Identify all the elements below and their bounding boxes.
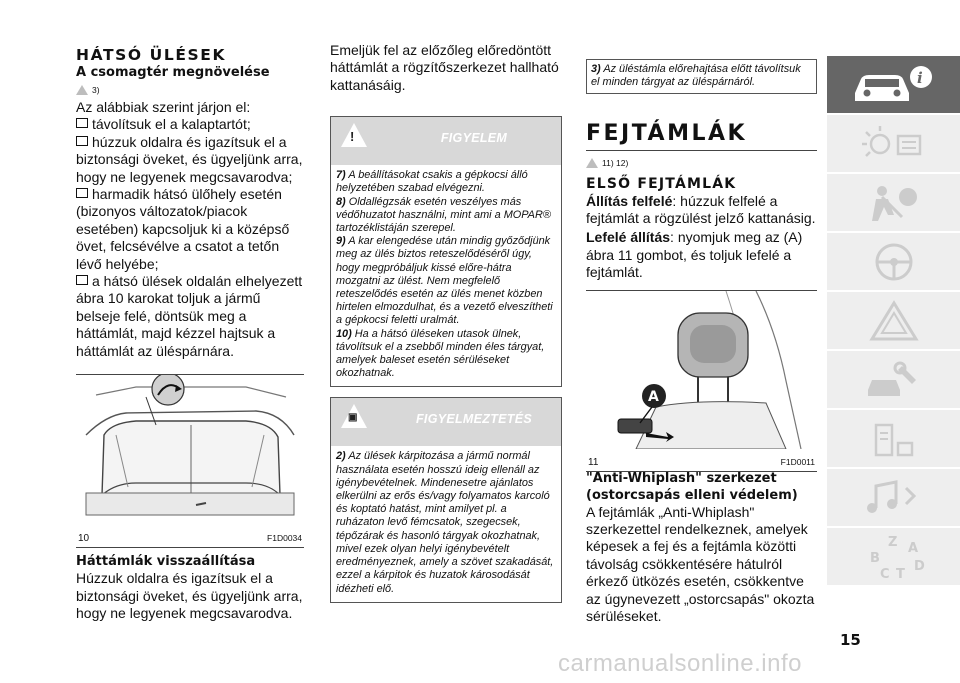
index-letters-icon bbox=[854, 532, 934, 582]
reference-marker: 11) 12) bbox=[586, 157, 817, 170]
subsection-title-anti-whiplash: "Anti-Whiplash" szerkezet (ostorcsapás elleni védelem) bbox=[586, 470, 798, 503]
warning-triangle-icon bbox=[854, 299, 934, 343]
svg-text:T: T bbox=[895, 566, 905, 582]
figure-caption bbox=[76, 530, 304, 548]
steering-wheel-icon bbox=[854, 240, 934, 284]
svg-text:B: B bbox=[869, 550, 880, 566]
restore-text: Húzzuk oldalra és igazítsuk el a biztonsági öveket, és ügyeljünk arra, hogy ne legyenek megcsavarodva. bbox=[76, 570, 303, 621]
figure-10 bbox=[76, 374, 304, 545]
tab-maintenance[interactable] bbox=[827, 351, 960, 410]
note-box: 3) Az üléstámla előrehajtása előtt távolítsuk el minden tárgyat az üléspárnáról. bbox=[586, 59, 817, 94]
intro-text: Az alábbiak szerint járjon el: bbox=[76, 99, 251, 115]
chapter-sidebar bbox=[827, 56, 960, 587]
warning-small-icon bbox=[76, 85, 88, 95]
svg-text:Z: Z bbox=[887, 534, 897, 550]
bullet-item: húzzuk oldalra és igazítsuk el a biztonsági öveket, és ügyeljünk arra, hogy ne legyenek megcsavarodva; bbox=[76, 133, 303, 185]
section-title-rear-seats: HÁTSÓ ÜLÉSEK bbox=[76, 46, 227, 64]
warning-item: 9) A kar elengedése után mindig győződjünk meg az ülés biztos reteszelődéséről úgy, hogy megpróbáljuk kissé előre-hátra mozgatni az ülést. Nem megfelelő reteszelődés esetén az ülés menet közben hirtelen elmozdulhat, és a vezető elveszítheti a gépkocsi feletti uralmát. bbox=[336, 235, 553, 327]
page-number: 15 bbox=[840, 631, 861, 649]
figure-number: 11 bbox=[588, 456, 599, 468]
tab-emergency[interactable] bbox=[827, 292, 960, 351]
figure-code: F1D0034 bbox=[267, 533, 302, 544]
warning-small-icon bbox=[586, 158, 598, 168]
warning-item: 10) Ha a hátsó üléseken utasok ülnek, távolítsuk el a zsebből minden éles tárgyat, amelyek baleset esetén sérüléseket okozhatnak. bbox=[336, 327, 545, 380]
tab-driving[interactable] bbox=[827, 233, 960, 292]
car-info-icon bbox=[849, 63, 939, 107]
subsection-title-front-headrests: ELSŐ FEJTÁMLÁK bbox=[586, 175, 737, 192]
caution-title: FIGYELMEZTETÉS bbox=[415, 412, 532, 427]
warning-title: FIGYELEM bbox=[440, 131, 508, 146]
tab-vehicle-info[interactable] bbox=[827, 56, 960, 115]
figure-11 bbox=[586, 290, 817, 468]
adjust-up-text: Állítás felfelé: húzzuk felfelé a fejtámlát a rögzülést jelző kattanásig. bbox=[586, 192, 816, 226]
figure-code: F1D0011 bbox=[780, 456, 815, 467]
svg-text:A: A bbox=[648, 388, 659, 405]
warning-box-header: ! FIGYELEM bbox=[331, 117, 561, 165]
rear-seat-illustration bbox=[76, 375, 304, 525]
tab-dashboard[interactable] bbox=[827, 115, 960, 174]
figure-caption bbox=[586, 454, 817, 472]
column-1 bbox=[76, 46, 304, 622]
svg-text:i: i bbox=[916, 68, 923, 87]
svg-text:D: D bbox=[913, 558, 925, 574]
warning-body bbox=[331, 165, 561, 386]
tab-technical-data[interactable] bbox=[827, 410, 960, 469]
svg-text:A: A bbox=[907, 540, 918, 556]
tab-safety[interactable] bbox=[827, 174, 960, 233]
adjust-down-text: Lefelé állítás: nyomjuk meg az (A) ábra 11 gombot, és toljuk lefelé a fejtámlát. bbox=[586, 229, 803, 281]
column-3 bbox=[586, 59, 817, 625]
section-title-headrests: FEJTÁMLÁK bbox=[586, 121, 817, 151]
warning-box bbox=[330, 116, 562, 387]
svg-text:C: C bbox=[879, 566, 890, 582]
warning-item: 7) A beállításokat csakis a gépkocsi álló helyzetében szabad elvégezni. bbox=[336, 169, 528, 195]
tab-index[interactable] bbox=[827, 528, 960, 587]
site-watermark: carmanualsonline.info bbox=[558, 650, 802, 677]
warning-item: 8) Oldallégzsák esetén veszélyes más védőhuzatot használni, mint ami a MOPAR® tartozéklistáján szerepel. bbox=[336, 195, 551, 235]
caution-box bbox=[330, 397, 562, 602]
dashboard-lights-icon bbox=[854, 122, 934, 166]
subsection-title-restore: Háttámlák visszaállítása bbox=[76, 554, 256, 570]
tab-multimedia[interactable] bbox=[827, 469, 960, 528]
figure-number: 10 bbox=[78, 533, 90, 545]
subsection-title-luggage: A csomagtér megnövelése bbox=[76, 65, 270, 80]
bullet-item: a hátsó ülések oldalán elhelyezett ábra 10 karokat toljuk a jármű belseje felé, döntsük meg a háttámlát, majd kézzel hajtsuk a háttámlát az üléspárnára. bbox=[76, 273, 303, 359]
headrest-illustration bbox=[586, 291, 817, 449]
technical-data-icon bbox=[854, 417, 934, 461]
bullet-item: harmadik hátsó ülőhely esetén (bizonyos változatok/piacok esetében) kapcsoljuk ki a középső övet, felcsévélve a csatot a tetőn lévő helyébe; bbox=[76, 186, 304, 273]
caution-box-header: ▣ FIGYELMEZTETÉS bbox=[331, 398, 561, 446]
column-2 bbox=[330, 42, 562, 603]
anti-whiplash-text: A fejtámlák „Anti-Whiplash" szerkezettel rendelkeznek, amelyek képesek a fej és a fejtámla közötti távolság csökkentésére hátulról érkező ütközés esetén, csökkentve az úgynevezett „ostorcsapás" okozta sérüléseket. bbox=[586, 503, 815, 625]
intro-text: Emeljük fel az előzőleg előredöntött háttámlát a rögzítőszerkezet hallható kattanásáig. bbox=[330, 42, 559, 93]
reference-marker: 3) bbox=[76, 83, 304, 96]
bullet-item: távolítsuk el a kalaptartót; bbox=[76, 116, 304, 133]
caution-item: 2) Az ülések kárpitozása a jármű normál használata esetén hosszú ideig ellenáll az igénybevételnek. Mindenesetre ajánlatos elkerülni az erős és/vagy folyamatos karcoló és koptató hatást, mint amilyet pl. a ruházaton levő fémcsatok, szegecsek, tépőzárak és hasonló tárgyak okozhatnak, mivel ezek olyan helyi igénybevételt eredményeznek, amely a szövet szakadását, ezzel a kárpitok és huzatok károsodását idézheti elő. bbox=[336, 450, 554, 595]
airbag-safety-icon bbox=[854, 181, 934, 225]
caution-body bbox=[331, 446, 561, 601]
wrench-car-icon bbox=[854, 358, 934, 402]
multimedia-icon bbox=[854, 476, 934, 520]
